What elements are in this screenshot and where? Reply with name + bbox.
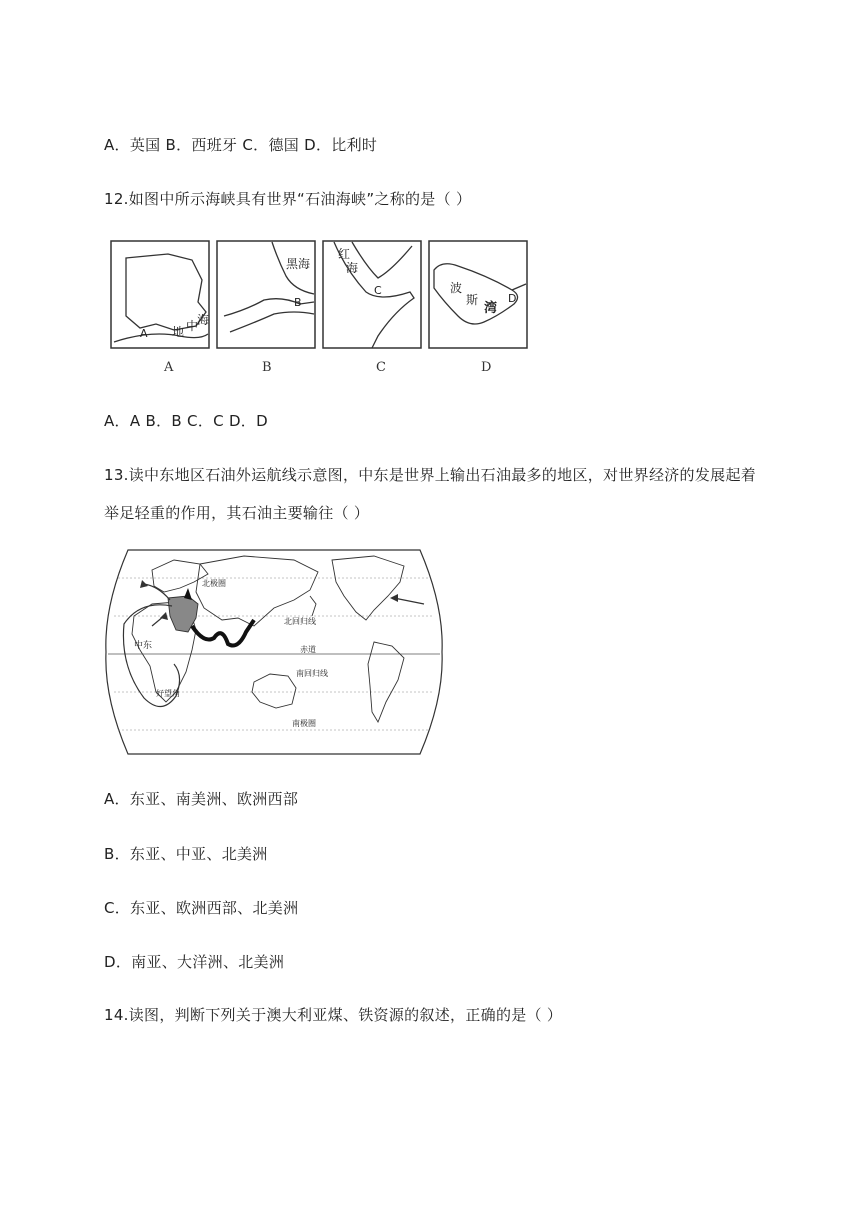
- q13-option-d: D．南亚、大洋洲、北美洲: [104, 953, 285, 971]
- q14-stem: 14.读图，判断下列关于澳大利亚煤、铁资源的叙述，正确的是（ ）: [104, 1006, 563, 1024]
- svg-text:D: D: [508, 292, 517, 305]
- svg-text:北极圈: 北极圈: [202, 579, 226, 588]
- q13-option-c: C．东亚、欧洲西部、北美洲: [104, 899, 299, 917]
- strait-caption-a: A: [164, 360, 174, 375]
- q12-stem: 12.如图中所示海峡具有世界“石油海峡”之称的是（ ）: [104, 190, 472, 208]
- q12-strait-maps: [110, 240, 530, 356]
- strait-map-b: [217, 241, 315, 348]
- svg-text:黑海: 黑海: [286, 257, 311, 271]
- svg-text:中东: 中东: [134, 641, 153, 651]
- q13-option-b: B．东亚、中亚、北美洲: [104, 845, 268, 863]
- svg-text:斯: 斯: [466, 293, 479, 307]
- strait-caption-d: D: [481, 360, 492, 375]
- oil-route-world-map: [104, 546, 444, 762]
- strait-caption-c: C: [376, 360, 386, 375]
- q13-stem-line2: 举足轻重的作用，其石油主要输往（ ）: [104, 504, 370, 522]
- q13-option-a: A．东亚、南美洲、欧洲西部: [104, 790, 299, 808]
- strait-map-c: [323, 241, 421, 348]
- svg-text:赤道: 赤道: [300, 645, 316, 654]
- strait-map-a: [111, 241, 209, 348]
- svg-text:B: B: [294, 296, 302, 309]
- q12-options: A．A B．B C．C D．D: [104, 412, 268, 430]
- q13-stem-line1: 13.读中东地区石油外运航线示意图，中东是世界上输出石油最多的地区，对世界经济的发展起着: [104, 466, 757, 484]
- svg-text:北回归线: 北回归线: [284, 617, 316, 626]
- svg-text:A: A: [140, 327, 148, 340]
- strait-caption-b: B: [262, 360, 272, 375]
- svg-text:中: 中: [186, 319, 199, 333]
- svg-text:海: 海: [346, 261, 359, 275]
- svg-text:南回归线: 南回归线: [296, 669, 328, 678]
- strait-map-d: [429, 241, 527, 348]
- svg-text:海: 海: [197, 313, 210, 327]
- svg-text:C: C: [374, 284, 382, 297]
- svg-text:南极圈: 南极圈: [292, 719, 316, 728]
- svg-text:湾: 湾: [484, 301, 498, 316]
- svg-text:地: 地: [172, 325, 185, 339]
- q11-options: A．英国 B．西班牙 C．德国 D．比利时: [104, 136, 378, 154]
- svg-text:红: 红: [338, 247, 351, 261]
- svg-text:波: 波: [450, 281, 463, 295]
- svg-text:好望角: 好望角: [156, 689, 180, 698]
